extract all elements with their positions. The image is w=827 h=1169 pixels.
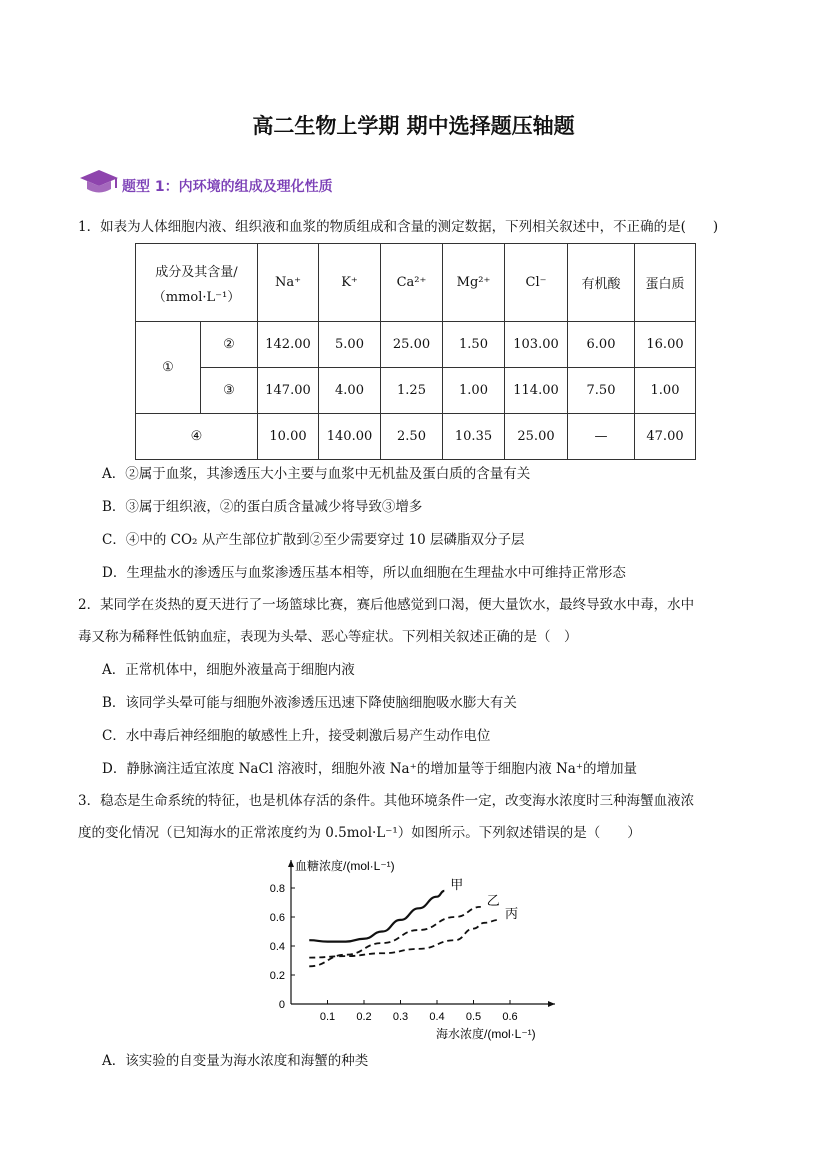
q2-option-a: A．正常机体中，细胞外液量高于细胞内液 — [102, 662, 355, 678]
row-label: ③ — [201, 368, 258, 414]
header-label-line-1: 成分及其含量/ — [155, 264, 238, 280]
series-line-甲 — [309, 891, 444, 942]
x-tick-label: 0.5 — [465, 1011, 482, 1023]
q1-option-c: C．④中的 CO₂ 从产生部位扩散到②至少需要穿过 10 层磷脂双分子层 — [102, 532, 525, 548]
y-axis-label: 血糖浓度/(mol·L⁻¹) — [295, 859, 395, 873]
column-header: Ca²⁺ — [381, 244, 443, 322]
table-cell: 2.50 — [381, 414, 443, 460]
q2-option-d: D．静脉滴注适宜浓度 NaCl 溶液时，细胞外液 Na⁺的增加量等于细胞内液 Na⁺的增加量 — [102, 761, 637, 777]
q1-option-d: D．生理盐水的渗透压与血浆渗透压基本相等，所以血细胞在生理盐水中可维持正常形态 — [102, 565, 626, 581]
x-axis-label: 海水浓度/(mol·L⁻¹) — [436, 1027, 536, 1041]
table-cell: 147.00 — [258, 368, 319, 414]
section-banner — [78, 168, 408, 202]
table-cell: 6.00 — [568, 322, 635, 368]
x-axis-arrow — [548, 1001, 555, 1007]
row-label: ② — [201, 322, 258, 368]
x-tick-label: 0.1 — [319, 1011, 336, 1023]
blood-concentration-chart — [250, 852, 570, 1042]
q3-option-a: A．该实验的自变量为海水浓度和海蟹的种类 — [102, 1053, 369, 1069]
question-1-stem: 1．如表为人体细胞内液、组织液和血浆的物质组成和含量的测定数据，下列相关叙述中，不正确的是( ) — [78, 219, 719, 235]
series-line-丙 — [309, 920, 499, 958]
column-header: Na⁺ — [258, 244, 319, 322]
q2-option-b: B．该同学头晕可能与细胞外液渗透压迅速下降使脑细胞吸水膨大有关 — [102, 695, 517, 711]
question-3-stem-line-1: 3．稳态是生命系统的特征，也是机体存活的条件。其他环境条件一定，改变海水浓度时三种海蟹血液浓 — [78, 793, 695, 809]
series-label: 乙 — [486, 892, 500, 908]
column-header: K⁺ — [319, 244, 381, 322]
section-label: 题型 1：内环境的组成及理化性质 — [122, 179, 333, 195]
table-cell: 1.50 — [443, 322, 505, 368]
header-label-line-2: （mmol·L⁻¹） — [152, 289, 241, 305]
series-label: 甲 — [450, 876, 464, 892]
table-cell: — — [568, 414, 635, 460]
x-tick-label: 0.6 — [502, 1011, 518, 1023]
y-tick-label: 0.2 — [269, 970, 285, 982]
y-axis-arrow — [288, 860, 294, 867]
table-cell: 4.00 — [319, 368, 381, 414]
row-label: ④ — [136, 414, 258, 460]
table-header-label — [136, 244, 258, 322]
column-header: Mg²⁺ — [443, 244, 505, 322]
y-tick-label: 0.4 — [269, 941, 285, 953]
table-cell: 1.00 — [635, 368, 696, 414]
composition-table — [135, 243, 696, 460]
y-tick-label: 0.6 — [269, 912, 285, 924]
x-tick-label: 0.4 — [429, 1011, 445, 1023]
table-cell: 114.00 — [505, 368, 568, 414]
table-cell: 25.00 — [381, 322, 443, 368]
x-tick-label: 0.2 — [356, 1011, 372, 1023]
page-title: 高二生物上学期 期中选择题压轴题 — [252, 114, 575, 138]
column-header: 有机酸 — [568, 244, 635, 322]
group-label: ① — [136, 322, 201, 414]
table-cell: 1.25 — [381, 368, 443, 414]
question-2-stem-line-2: 毒又称为稀释性低钠血症，表现为头晕、恶心等症状。下列相关叙述正确的是（ ） — [78, 629, 578, 645]
table-cell: 16.00 — [635, 322, 696, 368]
series-line-乙 — [309, 907, 481, 966]
table-cell: 5.00 — [319, 322, 381, 368]
table-cell: 47.00 — [635, 414, 696, 460]
graduation-cap-icon — [78, 168, 120, 198]
table-cell: 25.00 — [505, 414, 568, 460]
origin-label: 0 — [278, 999, 285, 1011]
column-header: 蛋白质 — [635, 244, 696, 322]
q1-option-b: B．③属于组织液，②的蛋白质含量减少将导致③增多 — [102, 499, 423, 515]
table-cell: 142.00 — [258, 322, 319, 368]
question-3-stem-line-2: 度的变化情况（已知海水的正常浓度约为 0.5mol·L⁻¹）如图所示。下列叙述错误的是（ ） — [78, 825, 641, 841]
question-2-stem-line-1: 2．某同学在炎热的夏天进行了一场篮球比赛，赛后他感觉到口渴，便大量饮水，最终导致水中毒，水中 — [78, 597, 695, 613]
x-tick-label: 0.3 — [392, 1011, 409, 1023]
table-cell: 103.00 — [505, 322, 568, 368]
series-label: 丙 — [505, 905, 519, 921]
q2-option-c: C．水中毒后神经细胞的敏感性上升，接受刺激后易产生动作电位 — [102, 728, 491, 744]
table-cell: 1.00 — [443, 368, 505, 414]
q1-option-a: A．②属于血浆，其渗透压大小主要与血浆中无机盐及蛋白质的含量有关 — [102, 466, 531, 482]
table-cell: 10.00 — [258, 414, 319, 460]
y-tick-label: 0.8 — [269, 883, 285, 895]
table-cell: 7.50 — [568, 368, 635, 414]
table-cell: 140.00 — [319, 414, 381, 460]
table-cell: 10.35 — [443, 414, 505, 460]
column-header: Cl⁻ — [505, 244, 568, 322]
